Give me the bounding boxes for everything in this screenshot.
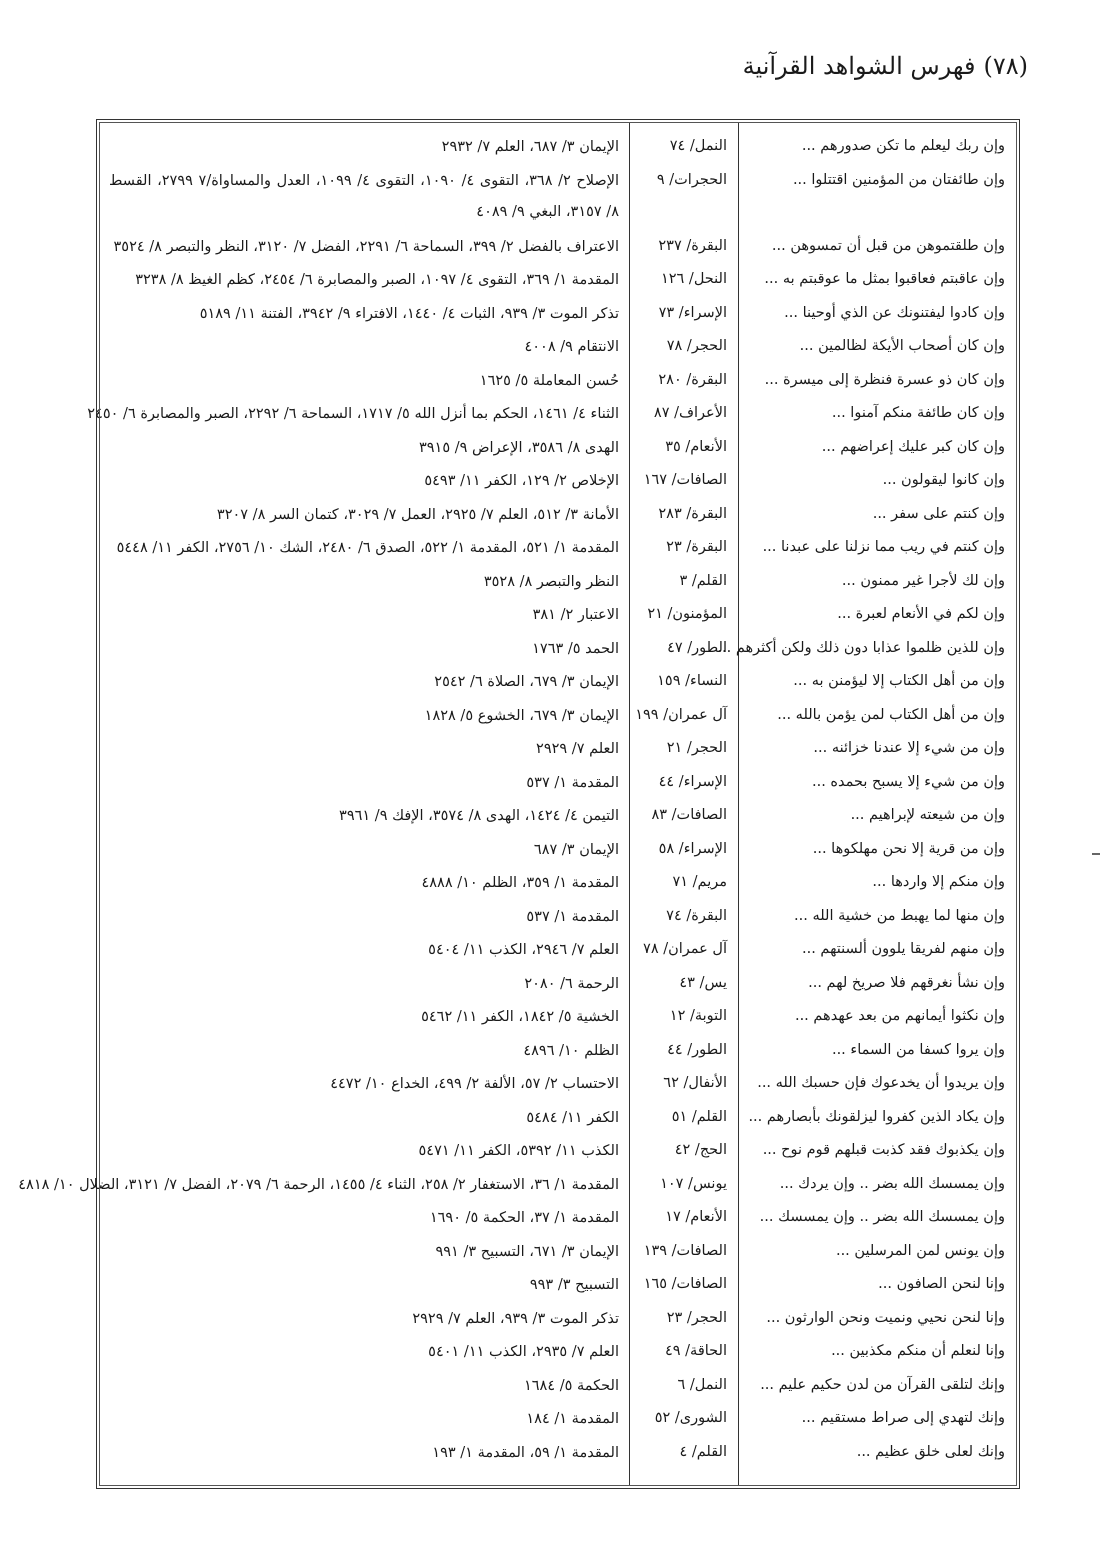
index-row — [97, 1338, 1019, 1372]
index-row — [97, 367, 1019, 401]
verse-cell: وإن نشأ نغرقهم فلا صريخ لهم ... — [808, 974, 1005, 991]
reference-cell: الحجر/ ٢١ — [666, 740, 727, 756]
verse-cell: وإنا لنحن الصافون ... — [878, 1276, 1005, 1292]
reference-cell: يس/ ٤٣ — [679, 974, 727, 991]
topics-cell: الحمد ٥/ ١٧٦٣ — [532, 640, 619, 657]
verse-cell: وإن طلقتموهن من قبل أن تمسوهن ... — [771, 237, 1005, 254]
reference-cell: الحجر/ ٢٣ — [666, 1309, 727, 1326]
index-row — [97, 534, 1019, 568]
reference-cell: البقرة/ ٧٤ — [666, 907, 727, 924]
index-row — [97, 1305, 1019, 1339]
topics-cell: الخشية ٥/ ١٨٤٢، الكفر ١١/ ٥٤٦٢ — [421, 1009, 619, 1025]
reference-cell: البقرة/ ٢٨٣ — [658, 505, 727, 522]
margin-mark — [1092, 853, 1100, 855]
topics-cell: المقدمة ١/ ٥٩، المقدمة ١/ ١٩٣ — [432, 1444, 619, 1461]
topics-cell: الإخلاص ٢/ ١٢٩، الكفر ١١/ ٥٤٩٣ — [424, 473, 619, 489]
topics-cell: تذكر الموت ٣/ ٩٣٩، العلم ٧/ ٢٩٢٩ — [412, 1310, 619, 1327]
topics-cell: الاعتبار ٢/ ٣٨١ — [532, 607, 619, 623]
reference-cell: الحجرات/ ٩ — [656, 171, 727, 188]
verse-cell: وإن طائفتان من المؤمنين اقتتلوا ... — [792, 171, 1005, 188]
topics-cell: العلم ٧/ ٢٩٢٩ — [536, 741, 619, 757]
reference-cell: الحج/ ٤٢ — [674, 1142, 727, 1158]
topics-cell: الانتقام ٩/ ٤٠٠٨ — [524, 339, 619, 355]
reference-cell: النحل/ ١٢٦ — [660, 271, 727, 287]
reference-cell: مريم/ ٧١ — [672, 874, 727, 890]
index-row — [97, 936, 1019, 970]
reference-cell: الإسراء/ ٤٤ — [658, 773, 727, 790]
index-row — [97, 1372, 1019, 1406]
reference-cell: يونس/ ١٠٧ — [660, 1175, 727, 1192]
verse-cell: وإن لكم في الأنعام لعبرة ... — [837, 606, 1005, 622]
index-row — [97, 467, 1019, 501]
topics-cell: الظلم ١٠/ ٤٨٩٦ — [523, 1042, 619, 1059]
reference-cell: الصافات/ ٨٣ — [651, 807, 727, 823]
reference-cell: الحجر/ ٧٨ — [666, 338, 727, 354]
verse-cell: وإن يمسسك الله بضر .. وإن يردك ... — [779, 1175, 1005, 1192]
reference-cell: البقرة/ ٢٨٠ — [658, 371, 727, 388]
reference-cell: الأنعام/ ٣٥ — [665, 438, 727, 455]
topics-cell: الحكمة ٥/ ١٦٨٤ — [523, 1377, 619, 1394]
verse-cell: وإن من شيء إلا عندنا خزائنه ... — [813, 740, 1005, 756]
index-row — [97, 1271, 1019, 1305]
topics-cell: الرحمة ٦/ ٢٠٨٠ — [524, 975, 619, 992]
verse-cell: وإن منكم إلا واردها ... — [872, 874, 1005, 890]
page-number: (٧٨) — [983, 52, 1028, 80]
index-row — [97, 702, 1019, 736]
topics-cell: الهدى ٨/ ٣٥٨٦، الإعراض ٩/ ٣٩١٥ — [418, 439, 619, 456]
verse-cell: وإنا لنحن نحيي ونميت ونحن الوارثون ... — [766, 1309, 1005, 1326]
verse-cell: وإن ربك ليعلم ما تكن صدورهم ... — [801, 138, 1005, 154]
topics-cell: المقدمة ١/ ٣٥٩، الظلم ١٠/ ٤٨٨٨ — [421, 875, 619, 891]
topics-cell: الإيمان ٣/ ٦٨٧، العلم ٧/ ٢٩٣٢ — [441, 139, 619, 155]
reference-cell: النمل/ ٧٤ — [669, 138, 727, 154]
reference-cell: الصافات/ ١٦٧ — [643, 472, 727, 488]
topics-cell: التيمن ٤/ ١٤٢٤، الهدى ٨/ ٣٥٧٤، الإفك ٩/ ٣٩٦١ — [339, 808, 619, 824]
index-row — [97, 668, 1019, 702]
verse-cell: وإن من قرية إلا نحن مهلكوها ... — [812, 840, 1005, 857]
verse-cell: وإن كان أصحاب الأيكة لظالمين ... — [799, 338, 1005, 354]
verse-cell: وإنك لتلقى القرآن من لدن حكيم عليم ... — [760, 1376, 1005, 1393]
topics-cell: الإيمان ٣/ ٦٧١، التسبيح ٣/ ٩٩١ — [435, 1243, 619, 1260]
topics-cell: الكفر ١١/ ٥٤٨٤ — [526, 1109, 619, 1126]
index-row — [97, 601, 1019, 635]
index-row — [97, 970, 1019, 1004]
index-row — [97, 1037, 1019, 1071]
verse-cell: وإن نكثوا أيمانهم من بعد عهدهم ... — [794, 1008, 1005, 1024]
verse-cell: وإن يمسسك الله بضر .. وإن يمسسك ... — [759, 1209, 1005, 1225]
index-row — [97, 1238, 1019, 1272]
verse-cell: وإن للذين ظلموا عذابا دون ذلك ولكن أكثرهم ... — [717, 639, 1005, 656]
topics-cell: المقدمة ١/ ٣٦، الاستغفار ٢/ ٢٥٨، الثناء ٤/ ١٤٥٥، الرحمة ٦/ ٢٠٧٩، الفضل ٧/ ٣١٢١، الضلال ١٠/ ٤٨١٨ — [18, 1176, 619, 1193]
reference-cell: آل عمران/ ١٩٩ — [635, 706, 727, 723]
index-row — [18, 1171, 1019, 1205]
reference-cell: الشورى/ ٥٢ — [654, 1410, 727, 1426]
verse-cell: وإن يونس لمن المرسلين ... — [835, 1242, 1005, 1259]
index-row — [97, 769, 1019, 803]
reference-cell: الحاقة/ ٤٩ — [664, 1343, 727, 1359]
topics-cell: الأمانة ٣/ ٥١٢، العلم ٧/ ٢٩٢٥، العمل ٧/ ٣٠٢٩، كتمان السر ٨/ ٣٢٠٧ — [216, 506, 619, 523]
verse-cell: وإن كانوا ليقولون ... — [882, 472, 1005, 488]
topics-cell: الثناء ٤/ ١٤٦١، الحكم بما أنزل الله ٥/ ١٧١٧، السماحة ٦/ ٢٢٩٢، الصبر والمصابرة ٦/ ٢٤٥٠ — [87, 406, 619, 422]
verse-cell: وإن من شيعته لإبراهيم ... — [850, 807, 1005, 823]
index-row — [97, 903, 1019, 937]
index-table — [18, 119, 1020, 1489]
index-row — [97, 133, 1019, 167]
index-row — [97, 1405, 1019, 1439]
index-row — [97, 568, 1019, 602]
index-row — [97, 333, 1019, 367]
verse-cell: وإن عاقبتم فعاقبوا بمثل ما عوقبتم به ... — [764, 271, 1005, 287]
index-row — [97, 233, 1019, 267]
reference-cell: القلم/ ٤ — [679, 1443, 727, 1460]
reference-cell: الأنعام/ ١٧ — [665, 1209, 727, 1225]
topics-cell: المقدمة ١/ ٣٦٩، التقوى ٤/ ١٠٩٧، الصبر والمصابرة ٦/ ٢٤٥٤، كظم الغيظ ٨/ ٣٢٣٨ — [135, 272, 619, 288]
reference-cell: الأنفال/ ٦٢ — [663, 1075, 727, 1091]
page-header — [743, 52, 1028, 80]
index-row — [97, 836, 1019, 870]
reference-cell: الصافات/ ١٦٥ — [643, 1276, 727, 1292]
topics-cell: المقدمة ١/ ٥٣٧ — [526, 774, 619, 791]
index-row — [97, 1104, 1019, 1138]
verse-cell: وإن يريدوا أن يخدعوك فإن حسبك الله ... — [757, 1075, 1005, 1091]
index-row — [97, 1204, 1019, 1238]
verse-cell: وإن كادوا ليفتنونك عن الذي أوحينا ... — [784, 304, 1005, 321]
verse-cell: وإن يروا كسفا من السماء ... — [831, 1041, 1005, 1058]
verse-cell: وإنك لتهدي إلى صراط مستقيم ... — [801, 1410, 1005, 1426]
index-row — [97, 434, 1019, 468]
reference-cell: القلم/ ٣ — [679, 572, 727, 589]
verse-cell: وإن كنتم في ريب مما نزلنا على عبدنا ... — [762, 539, 1005, 555]
verse-cell: وإن يكذبوك فقد كذبت قبلهم قوم نوح ... — [762, 1142, 1005, 1158]
topics-cell: تذكر الموت ٣/ ٩٣٩، الثبات ٤/ ١٤٤٠، الافتراء ٩/ ٣٩٤٢، الفتنة ١١/ ٥١٨٩ — [199, 305, 619, 322]
reference-cell: النمل/ ٦ — [677, 1376, 727, 1393]
reference-cell: القلم/ ٥١ — [671, 1108, 727, 1125]
verse-cell: وإن كان ذو عسرة فنظرة إلى ميسرة ... — [764, 371, 1005, 388]
index-row — [97, 1137, 1019, 1171]
topics-cell: المقدمة ١/ ٥٣٧ — [526, 908, 619, 925]
verse-cell: وإن كان كبر عليك إعراضهم ... — [821, 438, 1005, 455]
verse-cell: وإن يكاد الذين كفروا ليزلقونك بأبصارهم ... — [748, 1108, 1005, 1125]
verse-cell: وإن من أهل الكتاب لمن يؤمن بالله ... — [777, 706, 1005, 723]
verse-cell: وإن منها لما يهبط من خشية الله ... — [794, 907, 1005, 924]
reference-cell: البقرة/ ٢٣ — [666, 539, 727, 555]
index-row — [97, 802, 1019, 836]
reference-cell: النساء/ ١٥٩ — [657, 673, 727, 689]
topics-cell: الاعتراف بالفضل ٢/ ٣٩٩، السماحة ٦/ ٢٢٩١، الفضل ٧/ ٣١٢٠، النظر والتبصر ٨/ ٣٥٢٤ — [113, 238, 619, 255]
topics-cell: المقدمة ١/ ٣٧، الحكمة ٥/ ١٦٩٠ — [429, 1210, 619, 1226]
index-row — [87, 400, 1019, 434]
topics-cell: حُسن المعاملة ٥/ ١٦٢٥ — [479, 372, 619, 389]
verse-cell: وإن كنتم على سفر ... — [872, 505, 1005, 522]
topics-cell: الإصلاح ٢/ ٣٦٨، التقوى ٤/ ١٠٩٠، التقوى ٤/ ١٠٩٩، العدل والمساواة/٧ ٢٧٩٩، القسط ٨/ ٣١٥٧، البغي ٩/ ٤٠٨٩ — [109, 172, 619, 220]
index-rows — [18, 133, 1019, 1472]
reference-cell: البقرة/ ٢٣٧ — [658, 237, 727, 254]
index-row — [97, 300, 1019, 334]
reference-cell: المؤمنون/ ٢١ — [647, 606, 727, 622]
topics-cell: الاحتساب ٢/ ٥٧، الألفة ٢/ ٤٩٩، الخداع ١٠/ ٤٤٧٢ — [330, 1076, 619, 1092]
verse-cell: وإن من أهل الكتاب إلا ليؤمنن به ... — [793, 673, 1005, 689]
topics-cell: العلم ٧/ ٢٩٣٥، الكذب ١١/ ٥٤٠١ — [428, 1344, 619, 1360]
index-row — [97, 501, 1019, 535]
topics-cell: النظر والتبصر ٨/ ٣٥٢٨ — [483, 573, 619, 590]
topics-cell: التسبيح ٣/ ٩٩٣ — [529, 1277, 619, 1293]
verse-cell: وإن منهم لفريقا يلوون ألسنتهم ... — [801, 941, 1005, 957]
reference-cell: آل عمران/ ٧٨ — [643, 941, 727, 957]
index-row — [97, 266, 1019, 300]
index-row — [97, 167, 1019, 233]
verse-cell: وإنك لعلى خلق عظيم ... — [856, 1443, 1005, 1460]
reference-cell: الصافات/ ١٣٩ — [643, 1242, 727, 1259]
index-row — [97, 735, 1019, 769]
verse-cell: وإن لك لأجرا غير ممنون ... — [841, 572, 1005, 589]
topics-cell: الإيمان ٣/ ٦٨٧ — [533, 841, 619, 858]
verse-cell: وإنا لنعلم أن منكم مكذبين ... — [831, 1343, 1005, 1359]
verse-cell: وإن من شيء إلا يسبح بحمده ... — [811, 773, 1005, 790]
reference-cell: الإسراء/ ٥٨ — [658, 840, 727, 857]
index-row — [97, 1003, 1019, 1037]
index-row — [97, 635, 1019, 669]
reference-cell: الطور/ ٤٧ — [667, 639, 727, 656]
reference-cell: التوبة/ ١٢ — [669, 1008, 727, 1024]
reference-cell: الطور/ ٤٤ — [667, 1041, 727, 1058]
page-title: فهرس الشواهد القرآنية — [742, 52, 976, 80]
reference-cell: الإسراء/ ٧٣ — [658, 304, 727, 321]
topics-cell: الكذب ١١/ ٥٣٩٢، الكفر ١١/ ٥٤٧١ — [418, 1143, 619, 1159]
index-row — [97, 869, 1019, 903]
topics-cell: الإيمان ٣/ ٦٧٩، الصلاة ٦/ ٢٥٤٢ — [434, 674, 619, 690]
reference-cell: الأعراف/ ٨٧ — [653, 405, 727, 421]
index-row — [97, 1439, 1019, 1473]
topics-cell: الإيمان ٣/ ٦٧٩، الخشوع ٥/ ١٨٢٨ — [424, 707, 619, 724]
verse-cell: وإن كان طائفة منكم آمنوا ... — [831, 405, 1005, 421]
topics-cell: المقدمة ١/ ٥٢١، المقدمة ١/ ٥٢٢، الصدق ٦/ ٢٤٨٠، الشك ١٠/ ٢٧٥٦، الكفر ١١/ ٥٤٤٨ — [116, 540, 619, 556]
topics-cell: المقدمة ١/ ١٨٤ — [526, 1411, 619, 1427]
index-row — [97, 1070, 1019, 1104]
topics-cell: العلم ٧/ ٢٩٤٦، الكذب ١١/ ٥٤٠٤ — [428, 942, 619, 958]
